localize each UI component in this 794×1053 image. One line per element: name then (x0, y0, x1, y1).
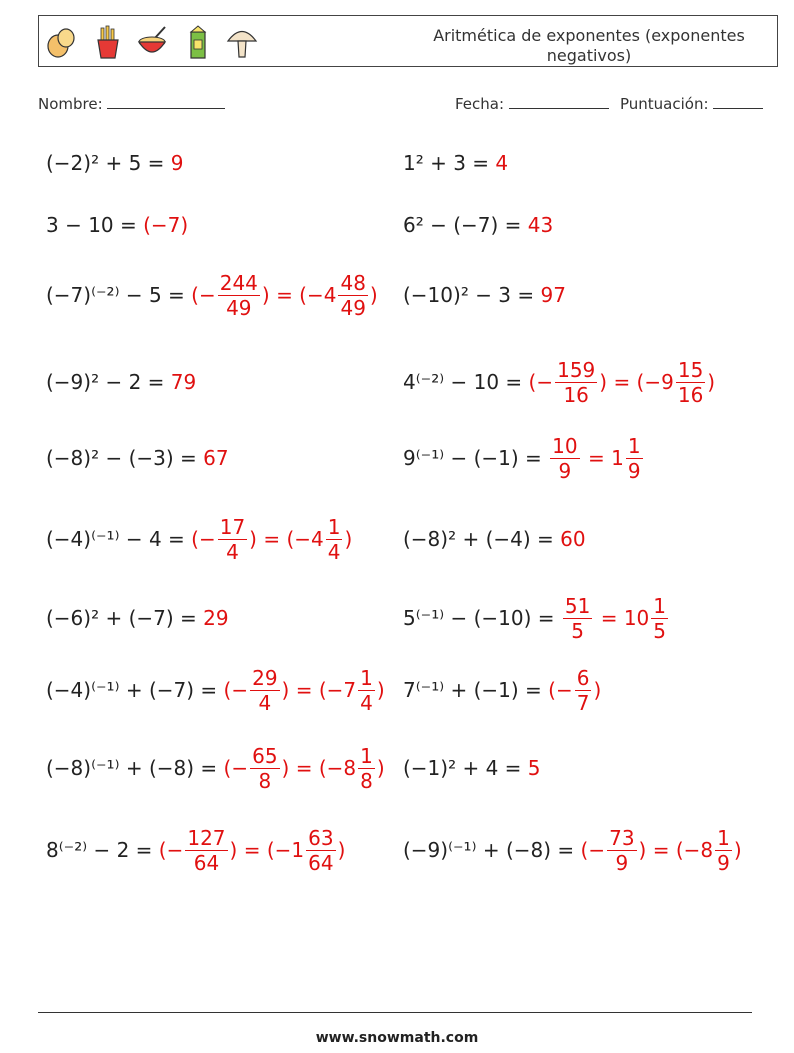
fraction-denominator: 16 (677, 382, 704, 407)
fraction-denominator: 8 (258, 768, 272, 793)
answer-text: ) = (−7 (281, 678, 357, 702)
answer-fraction (715, 826, 732, 875)
problem-expression: (−9)⁽⁻¹⁾ + (−8) = (403, 838, 581, 862)
name-blank[interactable] (107, 94, 225, 109)
fraction-denominator: 9 (558, 458, 572, 483)
problem-expression: 1² + 3 = (403, 151, 496, 175)
problem-3 (46, 195, 188, 255)
fraction-denominator: 49 (226, 295, 252, 320)
answer-text: ) (344, 527, 353, 551)
problem-answer: 4 (495, 151, 509, 175)
fraction-numerator: 159 (557, 357, 596, 382)
problem-2 (403, 133, 508, 193)
fraction-numerator: 29 (252, 665, 278, 690)
fraction-numerator: 127 (187, 825, 226, 850)
score-label: Puntuación: (620, 95, 709, 113)
fraction-numerator: 65 (252, 743, 278, 768)
answer-fraction (358, 744, 375, 793)
problem-answer: 29 (203, 606, 229, 630)
problem-answer (548, 666, 601, 715)
fraction-numerator: 1 (653, 593, 666, 618)
fraction-denominator: 4 (226, 539, 239, 564)
problem-answer (529, 358, 716, 407)
answer-text: (− (191, 283, 216, 307)
fraction-numerator: 1 (717, 825, 730, 850)
problem-answer: 97 (540, 283, 566, 307)
score-blank[interactable] (713, 94, 763, 109)
eggs-icon (45, 24, 79, 60)
name-label: Nombre: (38, 95, 103, 113)
problem-expression: (−7)⁽⁻²⁾ − 5 = (46, 283, 192, 307)
problem-7 (46, 352, 196, 412)
answer-text: ) = (−1 (229, 838, 305, 862)
problem-1 (46, 133, 184, 193)
score-field (620, 94, 763, 113)
fraction-numerator: 1 (360, 743, 373, 768)
problem-expression: (−9)² − 2 = (46, 370, 171, 394)
problem-expression: (−8)² − (−3) = (46, 446, 204, 470)
name-field (38, 94, 225, 113)
problem-5 (46, 265, 378, 325)
fraction-numerator: 63 (308, 825, 334, 850)
problem-6 (403, 265, 566, 325)
problem-answer (548, 434, 644, 483)
fraction-denominator: 9 (717, 850, 730, 875)
problem-14 (403, 588, 670, 648)
footer-divider (38, 1012, 752, 1013)
answer-text: (− (223, 756, 249, 780)
cereal-bowl-icon (135, 24, 169, 60)
answer-text: (− (223, 678, 249, 702)
answer-fraction (250, 744, 279, 793)
problem-expression: (−8)⁽⁻¹⁾ + (−8) = (46, 756, 224, 780)
answer-fraction (676, 358, 705, 407)
answer-text: = 10 (594, 606, 650, 630)
answer-text: = 1 (581, 446, 624, 470)
answer-text: ) = (−9 (599, 370, 674, 394)
answer-fraction (607, 826, 636, 875)
problem-expression: 5⁽⁻¹⁾ − (−10) = (403, 606, 561, 630)
problem-expression: (−4)⁽⁻¹⁾ + (−7) = (46, 678, 224, 702)
problem-10 (403, 428, 645, 488)
fraction-denominator: 4 (360, 690, 373, 715)
problem-16 (403, 660, 601, 720)
answer-fraction (218, 515, 247, 564)
answer-text: (− (580, 838, 606, 862)
problem-expression: (−2)² + 5 = (46, 151, 171, 175)
answer-text: ) = (−4 (249, 527, 324, 551)
fraction-denominator: 5 (653, 618, 666, 643)
problem-answer: 79 (170, 370, 197, 394)
answer-fraction (326, 515, 343, 564)
answer-fraction (306, 826, 335, 875)
problem-4 (403, 195, 553, 255)
date-field (455, 94, 609, 113)
worksheet-title: Aritmética de exponentes (exponentes negativos) (433, 26, 745, 65)
fraction-numerator: 73 (609, 825, 635, 850)
answer-text: ) (707, 370, 716, 394)
problem-13 (46, 588, 229, 648)
fraction-denominator: 64 (193, 850, 220, 875)
fraction-numerator: 51 (564, 593, 591, 618)
fraction-numerator: 17 (219, 514, 246, 539)
fraction-numerator: 1 (360, 665, 373, 690)
problem-answer: 60 (560, 527, 586, 551)
problem-answer: (−7) (143, 213, 189, 237)
answer-text: ) = (−8 (638, 838, 714, 862)
answer-text: (− (548, 678, 573, 702)
problem-9 (46, 428, 229, 488)
problem-expression: (−4)⁽⁻¹⁾ − 4 = (46, 527, 192, 551)
answer-text: (− (158, 838, 184, 862)
answer-text: ) (376, 756, 385, 780)
fraction-denominator: 49 (340, 295, 366, 320)
header-box (38, 15, 778, 67)
problem-expression: 7⁽⁻¹⁾ + (−1) = (403, 678, 549, 702)
answer-text: ) = (−8 (281, 756, 357, 780)
problem-15 (46, 660, 385, 720)
answer-text: ) (337, 838, 346, 862)
problem-expression: 8⁽⁻²⁾ − 2 = (46, 838, 159, 862)
problem-answer (159, 826, 346, 875)
fraction-numerator: 15 (677, 357, 704, 382)
answer-fraction (185, 826, 227, 875)
problem-expression: (−8)² + (−4) = (403, 527, 561, 551)
juice-box-icon (181, 24, 215, 60)
fraction-numerator: 48 (340, 270, 366, 295)
answer-text: (− (528, 370, 554, 394)
fraction-denominator: 7 (576, 690, 590, 715)
problem-19 (46, 820, 345, 880)
answer-fraction (575, 666, 592, 715)
problem-expression: 3 − 10 = (46, 213, 144, 237)
answer-fraction (250, 666, 279, 715)
date-label: Fecha: (455, 95, 505, 113)
problem-expression: (−1)² + 4 = (403, 756, 528, 780)
fraction-numerator: 10 (552, 433, 578, 458)
problem-8 (403, 352, 715, 412)
problem-12 (403, 509, 586, 569)
fraction-denominator: 64 (308, 850, 334, 875)
problem-answer: 9 (170, 151, 184, 175)
problem-expression: 9⁽⁻¹⁾ − (−1) = (403, 446, 549, 470)
fraction-denominator: 8 (360, 768, 373, 793)
answer-text: ) (376, 678, 385, 702)
fraction-numerator: 1 (627, 433, 641, 458)
answer-text: (− (191, 527, 216, 551)
answer-fraction (358, 666, 375, 715)
mushroom-icon (225, 24, 259, 60)
problem-answer (561, 594, 670, 643)
problem-answer (191, 515, 352, 564)
problem-expression: 6² − (−7) = (403, 213, 528, 237)
answer-text: ) (369, 283, 378, 307)
answer-fraction (626, 434, 643, 483)
problem-answer: 43 (527, 213, 554, 237)
problem-17 (46, 738, 385, 798)
answer-fraction (651, 594, 668, 643)
fraction-denominator: 4 (327, 539, 341, 564)
fraction-numerator: 1 (327, 514, 341, 539)
answer-text: ) (733, 838, 742, 862)
answer-text: ) (593, 678, 602, 702)
fraction-denominator: 4 (258, 690, 272, 715)
problem-expression: (−10)² − 3 = (403, 283, 541, 307)
problem-answer (224, 666, 385, 715)
answer-fraction (550, 434, 579, 483)
answer-text: ) = (−4 (261, 283, 337, 307)
problem-expression: 4⁽⁻²⁾ − 10 = (403, 370, 529, 394)
problem-11 (46, 509, 352, 569)
answer-fraction (555, 358, 597, 407)
footer-url: www.snowmath.com (315, 1030, 479, 1046)
answer-fraction (563, 594, 592, 643)
fraction-denominator: 9 (615, 850, 629, 875)
problem-answer: 67 (203, 446, 229, 470)
date-blank[interactable] (509, 94, 609, 109)
problem-18 (403, 738, 541, 798)
answer-fraction (218, 271, 260, 320)
answer-fraction (338, 271, 367, 320)
problem-20 (403, 820, 742, 880)
problem-expression: (−6)² + (−7) = (46, 606, 204, 630)
problem-answer (581, 826, 742, 875)
fraction-numerator: 244 (219, 270, 258, 295)
problem-answer: 5 (527, 756, 541, 780)
problem-answer (224, 744, 385, 793)
fraction-denominator: 16 (563, 382, 589, 407)
fraction-numerator: 6 (576, 665, 590, 690)
fries-icon (91, 24, 125, 60)
fraction-denominator: 5 (571, 618, 584, 643)
fraction-denominator: 9 (627, 458, 641, 483)
problem-answer (191, 271, 378, 320)
